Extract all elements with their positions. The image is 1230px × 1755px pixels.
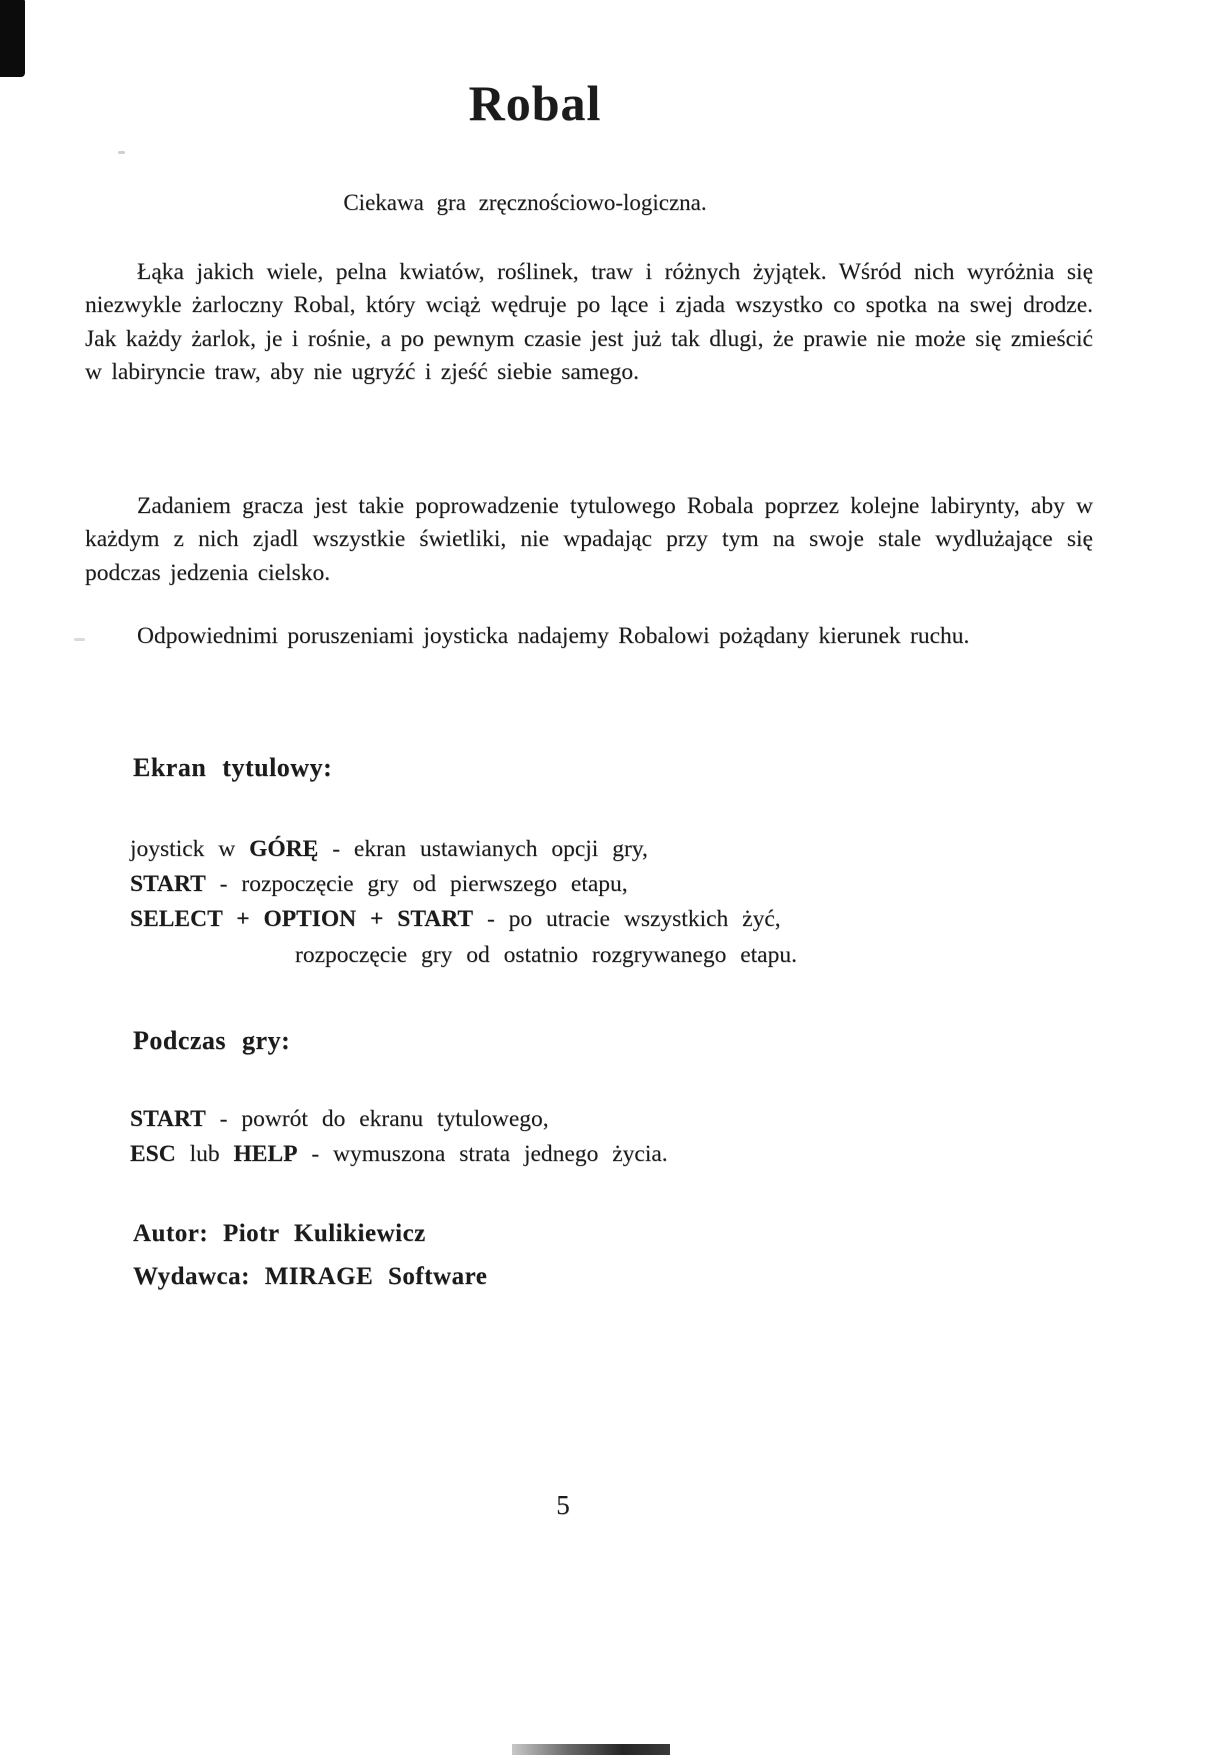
control-line-joystick-up [130, 836, 1110, 863]
control-line-continuation [295, 942, 1230, 969]
control-mid: lub [175, 1141, 234, 1167]
control-desc: - po utracie wszystkich żyć, [473, 906, 781, 932]
control-desc: rozpoczęcie gry od ostatnio rozgrywanego etapu. [295, 942, 797, 968]
scan-speck [118, 151, 125, 154]
control-desc: - powrót do ekranu tytulowego, [205, 1106, 549, 1132]
paragraph-joystick: Odpowiednimi poruszeniami joysticka nadajemy Robalowi pożądany kierunek ruchu. [137, 623, 970, 649]
credit-author: Autor: Piotr Kulikiewicz [133, 1220, 426, 1247]
page-title: Robal [468, 75, 602, 131]
control-desc: - ekran ustawianych opcji gry, [318, 836, 648, 862]
control-key: HELP [233, 1141, 298, 1167]
control-pre: joystick w [130, 836, 250, 862]
control-desc: - wymuszona strata jednego życia. [297, 1141, 668, 1167]
control-key: START [130, 871, 206, 897]
scan-artifact-left-strip [0, 0, 25, 77]
control-line-select-option-start [130, 906, 1110, 933]
section-heading-title-screen: Ekran tytulowy: [133, 753, 333, 782]
control-line-start-return [130, 1106, 1110, 1133]
paragraph-goal: Zadaniem gracza jest takie poprowadzenie tytulowego Robala poprzez kolejne labirynty, aby w każdym z nich zjadl wszystkie świetliki, nie wpadając przy tym na swoje stale wydlużające się podczas jedzenia cielsko. [85, 493, 1093, 586]
scan-speck [74, 638, 85, 641]
page-number: 5 [556, 1490, 570, 1520]
control-desc: - rozpoczęcie gry od pierwszego etapu, [205, 871, 628, 897]
control-line-start [130, 871, 1110, 898]
subtitle: Ciekawa gra zręcznościowo-logiczna. [343, 190, 707, 215]
control-key: GÓRĘ [249, 836, 319, 862]
control-key: START [130, 1106, 206, 1132]
control-key: SELECT + OPTION + START [130, 906, 474, 932]
section-heading-during-game: Podczas gry: [133, 1026, 291, 1055]
credit-publisher: Wydawca: MIRAGE Software [133, 1263, 488, 1290]
control-line-esc-help [130, 1141, 1110, 1168]
paragraph-intro: Łąka jakich wiele, pelna kwiatów, roślinek, traw i różnych żyjątek. Wśród nich wyróżnia się niezwykle żarloczny Robal, który wciąż wędruje po lące i zjada wszystko co spotka na swej drodze. Jak każdy żarlok, je i rośnie, a po pewnym czasie jest już tak dlugi, że prawie nie może się zmieścić w labiryncie traw, aby nie ugryźć i zjeść siebie samego. [85, 259, 1093, 386]
scan-artifact-bottom-bar [512, 1744, 670, 1755]
control-key: ESC [130, 1141, 176, 1167]
